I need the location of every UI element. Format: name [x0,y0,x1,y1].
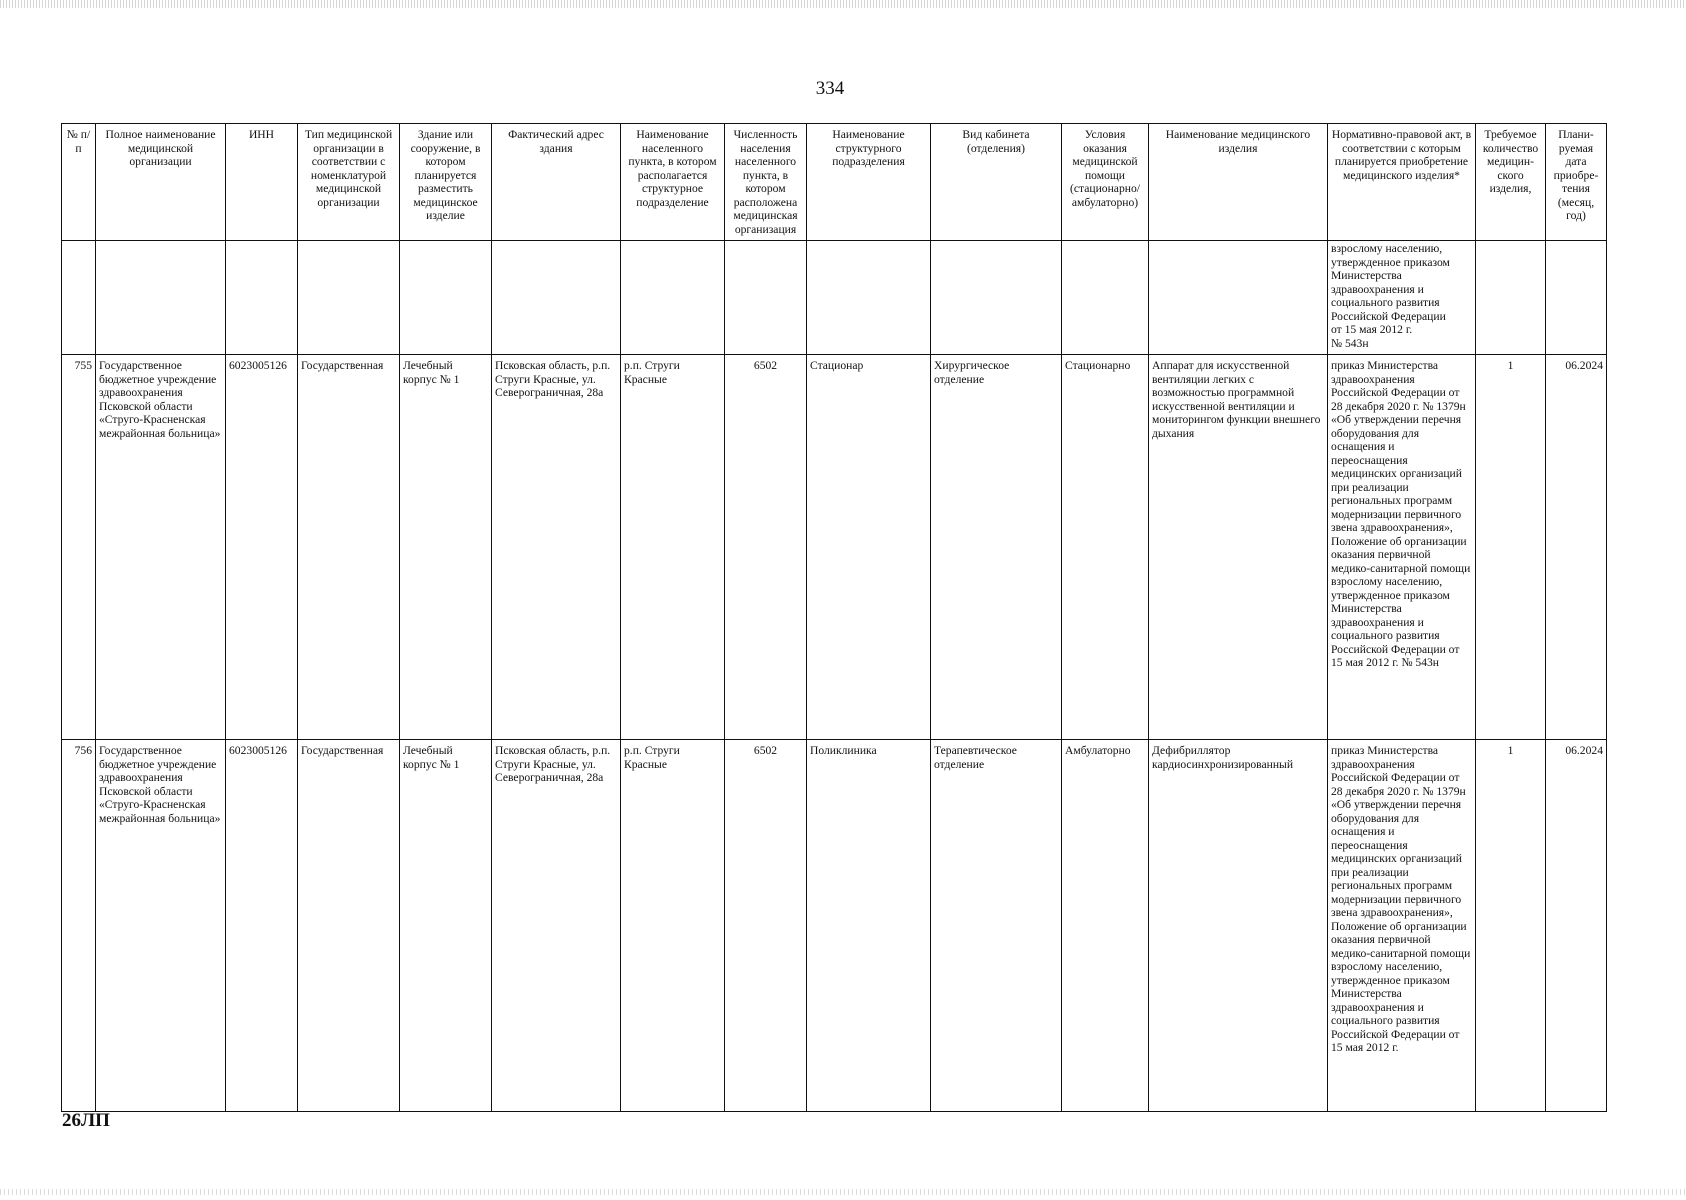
cell-act: приказ Министерства здравоохранения Российской Федерации от 28 декабря 2020 г. № 1379н «Об утверждении перечня оборудования для оснащения и переоснащения медицинских организаций при реализации региональных программ модернизации первичного звена здравоохранения», Положение об организации оказания первичной медико-санитарной помощи взрослому населению, утвержденное приказом Министерства здравоохранения и социального развития Российской Федерации от 15 мая 2012 г. [1328,740,1476,1112]
scan-artifact-top [0,0,1686,8]
header-num: № п/п [62,124,96,241]
cell-empty [621,241,725,355]
cell-empty [298,241,400,355]
cell-empty [931,241,1062,355]
cell-date: 06.2024 [1546,355,1607,740]
table-header-row [62,124,1607,241]
cell-population: 6502 [725,355,807,740]
cell-empty [807,241,931,355]
header-org: Полное наименование медицинской организации [96,124,226,241]
cell-qty: 1 [1476,355,1546,740]
cell-empty [226,241,298,355]
header-act: Нормативно-правовой акт, в соответствии с которым планируется приобретение медицинского изделия* [1328,124,1476,241]
cell-cabinet: Терапевтическое отделение [931,740,1062,1112]
header-conditions: Условия оказания медицинской помощи (стационарно/ амбулаторно) [1062,124,1149,241]
cell-type: Государственная [298,740,400,1112]
header-population: Численность населения населенного пункта, в котором расположена медицинская организация [725,124,807,241]
cell-empty [492,241,621,355]
cell-empty [1546,241,1607,355]
header-settlement: Наименование населенного пункта, в котором располагается структурное подразделение [621,124,725,241]
cell-continuation-act: взрослому населению, утвержденное приказом Министерства здравоохранения и социального развития Российской Федерации от 15 мая 2012 г. № 543н [1328,241,1476,355]
cell-inn: 6023005126 [226,355,298,740]
cell-type: Государственная [298,355,400,740]
cell-num: 756 [62,740,96,1112]
header-date: Плани-руемая дата приобре-тения (месяц, год) [1546,124,1607,241]
cell-org: Государственное бюджетное учреждение здравоохранения Псковской области «Струго-Красненская межрайонная больница» [96,355,226,740]
cell-inn: 6023005126 [226,740,298,1112]
header-qty: Требуемое количество медицин-ского изделия, [1476,124,1546,241]
scan-artifact-bottom [0,1189,1686,1195]
cell-unit: Стационар [807,355,931,740]
cell-conditions: Амбулаторно [1062,740,1149,1112]
header-cabinet: Вид кабинета (отделения) [931,124,1062,241]
page-number: 334 [815,78,845,99]
header-address: Фактический адрес здания [492,124,621,241]
footer-code: 26ЛП [62,1110,110,1131]
header-inn: ИНН [226,124,298,241]
header-device: Наименование медицинского изделия [1149,124,1328,241]
table-row [62,355,1607,740]
cell-empty [1149,241,1328,355]
cell-population: 6502 [725,740,807,1112]
cell-address: Псковская область, р.п. Струги Красные, ул. Северограничная, 28а [492,740,621,1112]
cell-empty [96,241,226,355]
cell-settlement: р.п. Струги Красные [621,355,725,740]
cell-empty [1062,241,1149,355]
cell-unit: Поликлиника [807,740,931,1112]
cell-org: Государственное бюджетное учреждение здравоохранения Псковской области «Струго-Красненская межрайонная больница» [96,740,226,1112]
cell-device: Аппарат для искусственной вентиляции легких с возможностью программной искусственной вентиляции и мониторингом функции внешнего дыхания [1149,355,1328,740]
cell-empty [400,241,492,355]
cell-cabinet: Хирургическое отделение [931,355,1062,740]
cell-building: Лечебный корпус № 1 [400,740,492,1112]
cell-empty [1476,241,1546,355]
cell-empty [725,241,807,355]
cell-device: Дефибриллятор кардиосинхронизированный [1149,740,1328,1112]
cell-date: 06.2024 [1546,740,1607,1112]
table-row [62,740,1607,1112]
cell-qty: 1 [1476,740,1546,1112]
table-row-continuation [62,241,1607,355]
cell-address: Псковская область, р.п. Струги Красные, ул. Северограничная, 28а [492,355,621,740]
header-type: Тип медицинской организации в соответствии с номенклатурой медицинской организации [298,124,400,241]
cell-act: приказ Министерства здравоохранения Российской Федерации от 28 декабря 2020 г. № 1379н «Об утверждении перечня оборудования для оснащения и переоснащения медицинских организаций при реализации региональных программ модернизации первичного звена здравоохранения», Положение об организации оказания первичной медико-санитарной помощи взрослому населению, утвержденное приказом Министерства здравоохранения и социального развития Российской Федерации от 15 мая 2012 г. № 543н [1328,355,1476,740]
cell-building: Лечебный корпус № 1 [400,355,492,740]
cell-conditions: Стационарно [1062,355,1149,740]
cell-num: 755 [62,355,96,740]
cell-settlement: р.п. Струги Красные [621,740,725,1112]
cell-empty [62,241,96,355]
header-building: Здание или сооружение, в котором планируется разместить медицинское изделие [400,124,492,241]
medical-equipment-table [61,123,1607,1112]
header-unit: Наименование структурного подразделения [807,124,931,241]
